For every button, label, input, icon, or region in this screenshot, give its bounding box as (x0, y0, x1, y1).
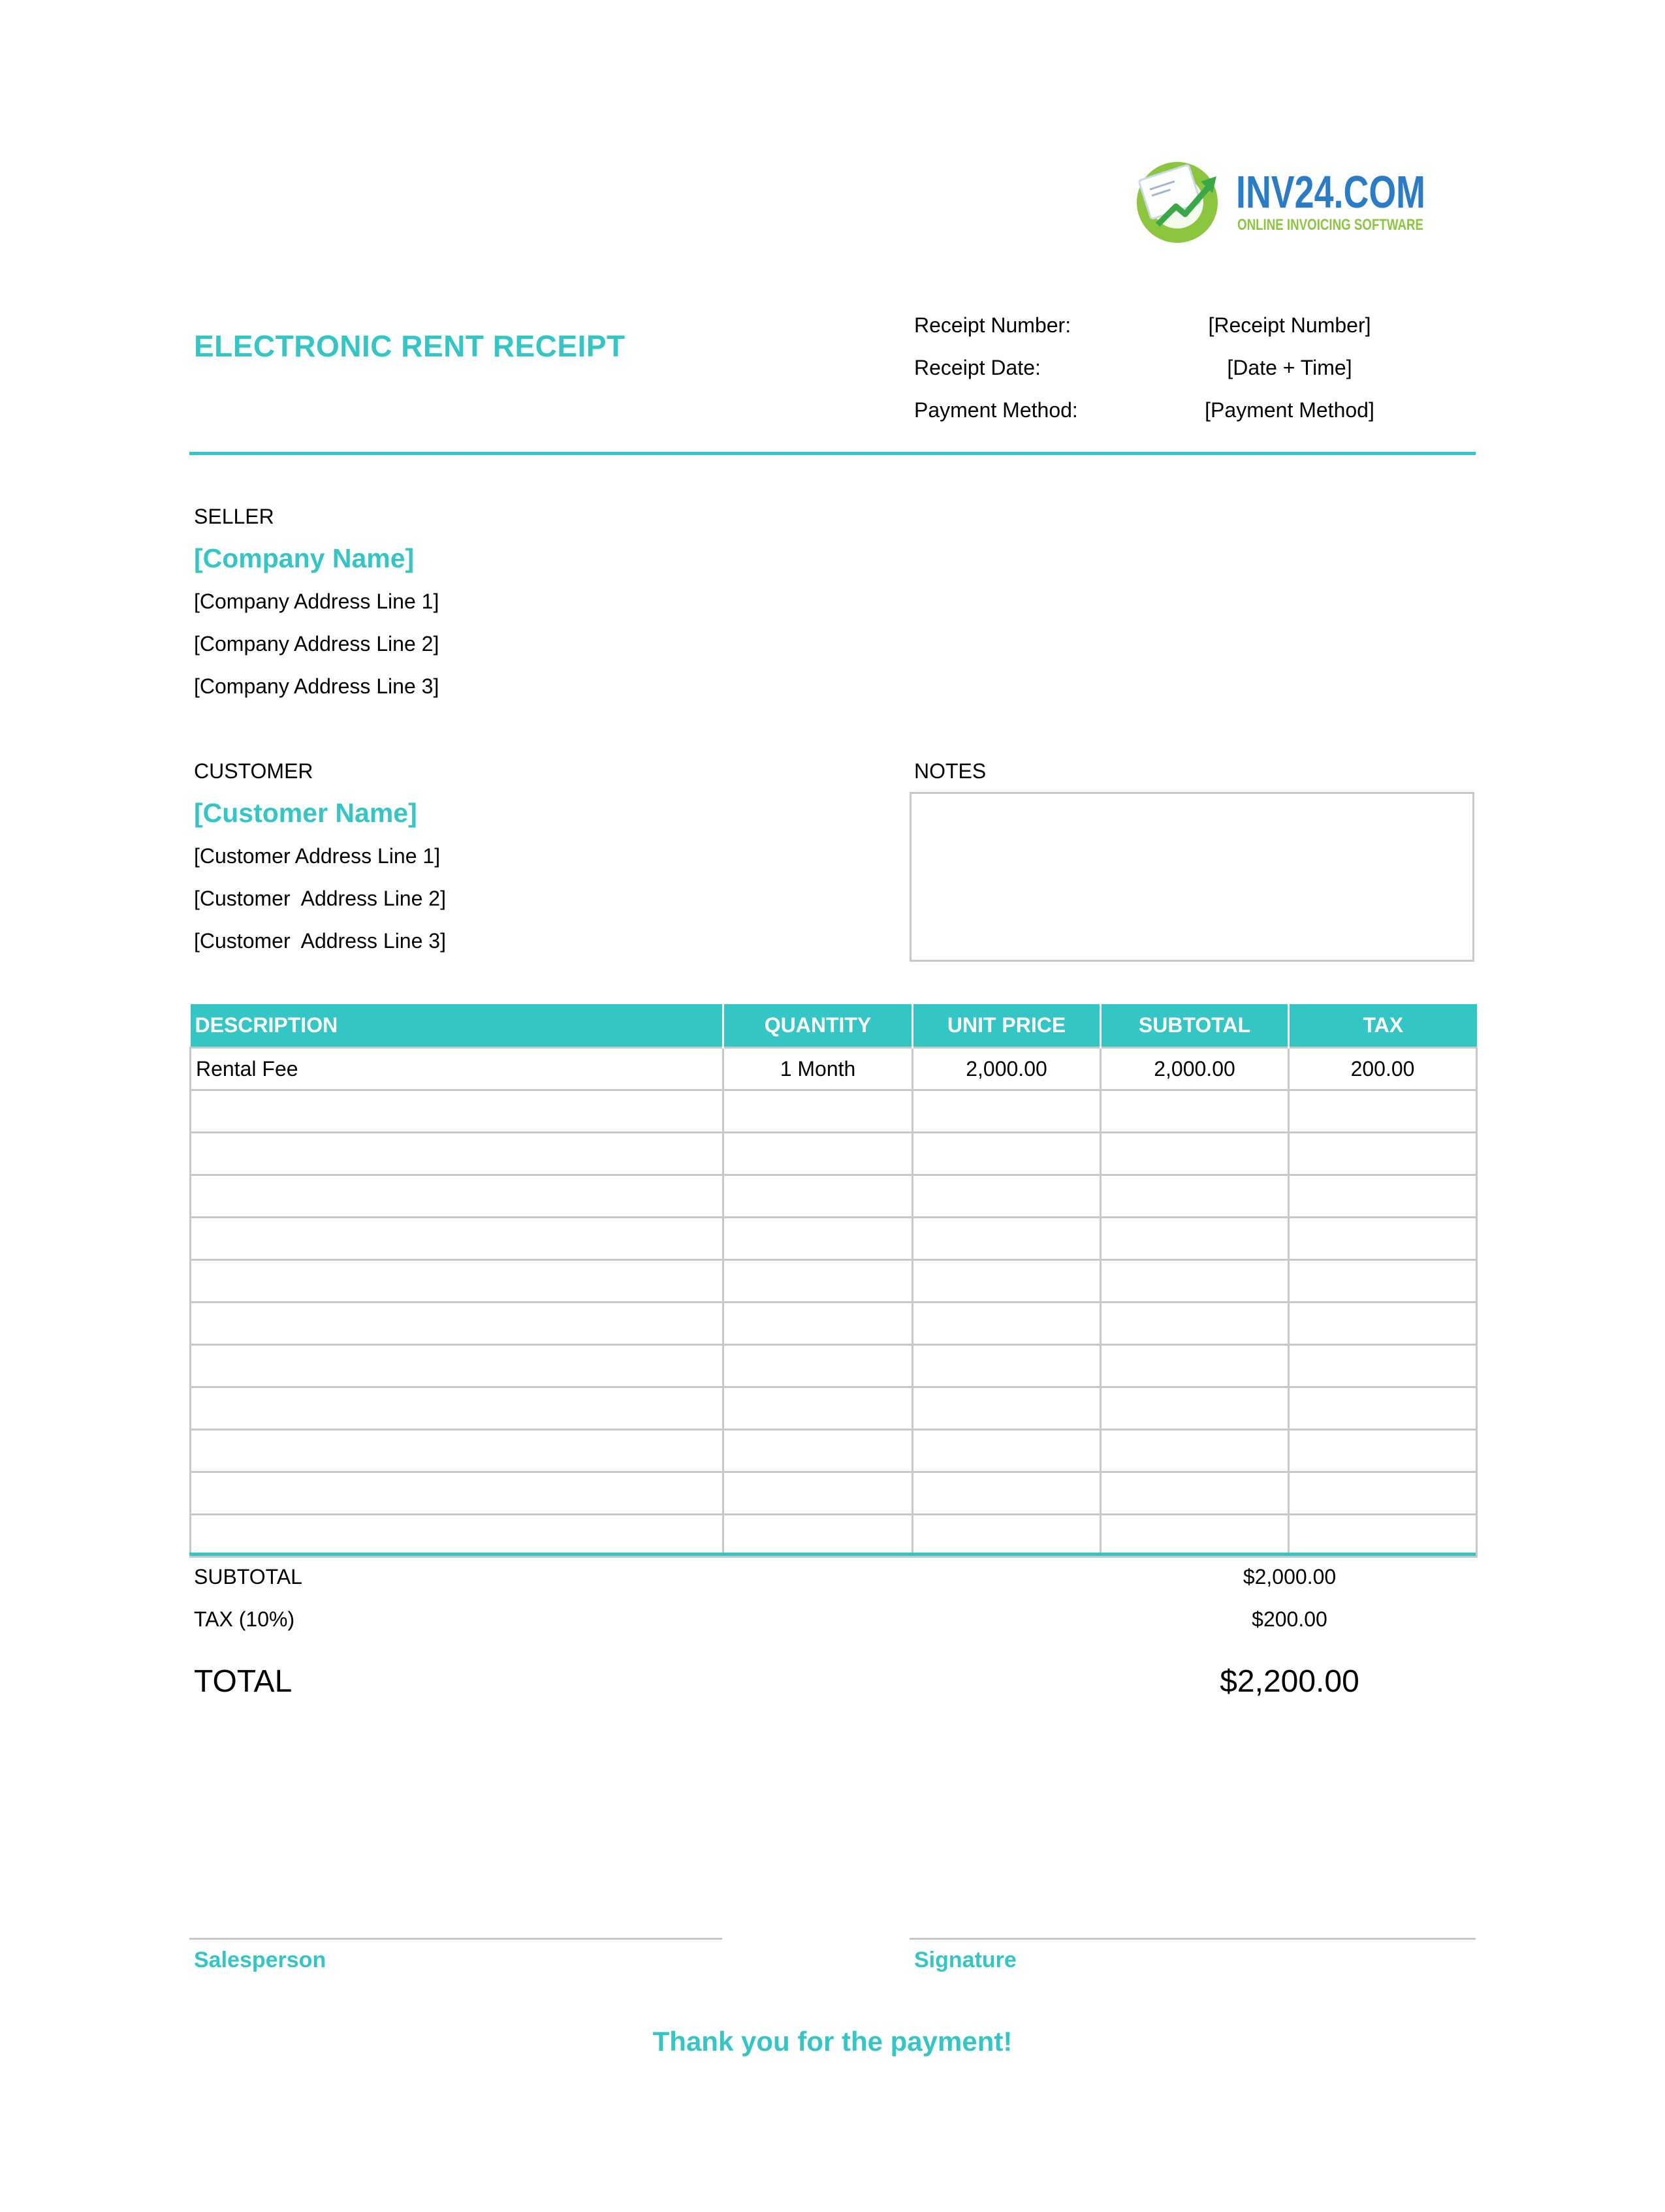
cell-description (191, 1175, 723, 1218)
table-row (191, 1218, 1477, 1260)
cell-quantity (723, 1472, 913, 1515)
logo-tagline: ONLINE INVOICING SOFTWARE (1237, 216, 1423, 234)
subtotal-value: $2,000.00 (1243, 1565, 1337, 1588)
table-row (191, 1048, 1477, 1090)
notes-text (912, 794, 1472, 804)
cell-quantity (723, 1218, 913, 1260)
cell-quantity (723, 1345, 913, 1387)
table-row (191, 1090, 1477, 1133)
seller-address-line-3: [Company Address Line 3] (194, 674, 439, 698)
cell-quantity (723, 1090, 913, 1133)
column-header-tax: TAX (1289, 1004, 1477, 1048)
cell-tax (1289, 1260, 1477, 1303)
cell-subtotal (1101, 1218, 1289, 1260)
cell-subtotal (1101, 1090, 1289, 1133)
cell-unit-price: 2,000.00 (913, 1048, 1101, 1090)
customer-address-line-3: [Customer Address Line 3] (194, 929, 446, 953)
cell-description (191, 1345, 723, 1387)
cell-quantity (723, 1260, 913, 1303)
total-value: $2,200.00 (1220, 1664, 1359, 1699)
cell-description (191, 1387, 723, 1430)
cell-description (191, 1218, 723, 1260)
cell-unit-price (913, 1175, 1101, 1218)
cell-description (191, 1090, 723, 1133)
seller-heading: SELLER (194, 505, 274, 528)
seller-address-line-2: [Company Address Line 2] (194, 632, 439, 656)
seller-address-line-1: [Company Address Line 1] (194, 590, 439, 613)
cell-unit-price (913, 1303, 1101, 1345)
customer-address-line-1: [Customer Address Line 1] (194, 844, 441, 868)
receipt-number-value: [Receipt Number] (1208, 313, 1371, 337)
cell-unit-price (913, 1515, 1101, 1557)
cell-subtotal (1101, 1303, 1289, 1345)
cell-description (191, 1515, 723, 1557)
total-label: TOTAL (194, 1664, 293, 1699)
table-row (191, 1133, 1477, 1175)
cell-subtotal (1101, 1175, 1289, 1218)
logo-graphic (1133, 157, 1433, 248)
header-divider (189, 452, 1476, 455)
cell-subtotal (1101, 1430, 1289, 1472)
cell-tax (1289, 1430, 1477, 1472)
cell-description (191, 1472, 723, 1515)
cell-unit-price (913, 1260, 1101, 1303)
tax-label: TAX (10%) (194, 1607, 295, 1631)
salesperson-signature-line (189, 1938, 722, 1940)
cell-subtotal (1101, 1260, 1289, 1303)
cell-subtotal (1101, 1515, 1289, 1557)
column-header-subtotal: SUBTOTAL (1101, 1004, 1289, 1048)
receipt-date-value: [Date + Time] (1227, 356, 1352, 379)
table-body (191, 1048, 1477, 1557)
cell-subtotal (1101, 1133, 1289, 1175)
column-header-unit-price: UNIT PRICE (913, 1004, 1101, 1048)
table-row (191, 1260, 1477, 1303)
cell-quantity (723, 1175, 913, 1218)
receipt-date-label: Receipt Date: (914, 356, 1041, 379)
cell-unit-price (913, 1430, 1101, 1472)
cell-description (191, 1303, 723, 1345)
customer-address-line-2: [Customer Address Line 2] (194, 887, 446, 910)
cell-tax (1289, 1175, 1477, 1218)
payment-method-value: [Payment Method] (1205, 398, 1374, 422)
logo (1133, 157, 1433, 248)
cell-tax (1289, 1303, 1477, 1345)
table-row (191, 1303, 1477, 1345)
table-row (191, 1515, 1477, 1557)
cell-quantity (723, 1303, 913, 1345)
column-header-description: DESCRIPTION (191, 1004, 723, 1048)
cell-quantity (723, 1515, 913, 1557)
cell-tax (1289, 1472, 1477, 1515)
table-row (191, 1472, 1477, 1515)
tax-value: $200.00 (1252, 1607, 1327, 1631)
seller-name: [Company Name] (194, 543, 415, 573)
table-row (191, 1345, 1477, 1387)
table-row (191, 1387, 1477, 1430)
signature-line (910, 1938, 1476, 1940)
table-row (191, 1175, 1477, 1218)
cell-tax (1289, 1133, 1477, 1175)
table-row (191, 1430, 1477, 1472)
payment-method-label: Payment Method: (914, 398, 1078, 422)
cell-tax (1289, 1515, 1477, 1557)
thank-you-message: Thank you for the payment! (652, 2026, 1013, 2057)
receipt-number-label: Receipt Number: (914, 313, 1071, 337)
cell-unit-price (913, 1345, 1101, 1387)
cell-unit-price (913, 1090, 1101, 1133)
cell-tax (1289, 1090, 1477, 1133)
table-bottom-divider (189, 1553, 1476, 1556)
cell-tax: 200.00 (1289, 1048, 1477, 1090)
cell-quantity (723, 1133, 913, 1175)
cell-quantity (723, 1387, 913, 1430)
signature-label: Signature (914, 1948, 1017, 1972)
items-table (189, 1004, 1478, 1558)
salesperson-label: Salesperson (194, 1948, 326, 1972)
column-header-quantity: QUANTITY (723, 1004, 913, 1048)
cell-unit-price (913, 1387, 1101, 1430)
cell-subtotal (1101, 1345, 1289, 1387)
cell-description (191, 1260, 723, 1303)
cell-description (191, 1430, 723, 1472)
cell-subtotal (1101, 1387, 1289, 1430)
cell-unit-price (913, 1133, 1101, 1175)
cell-tax (1289, 1345, 1477, 1387)
subtotal-label: SUBTOTAL (194, 1565, 302, 1588)
customer-heading: CUSTOMER (194, 759, 313, 783)
cell-subtotal: 2,000.00 (1101, 1048, 1289, 1090)
cell-quantity: 1 Month (723, 1048, 913, 1090)
cell-tax (1289, 1387, 1477, 1430)
cell-quantity (723, 1430, 913, 1472)
table-header-row (191, 1004, 1477, 1048)
cell-description: Rental Fee (191, 1048, 723, 1090)
notes-heading: NOTES (914, 759, 987, 783)
cell-description (191, 1133, 723, 1175)
notes-box[interactable] (910, 792, 1474, 962)
logo-brand: INV24.COM (1236, 166, 1425, 217)
cell-tax (1289, 1218, 1477, 1260)
cell-unit-price (913, 1472, 1101, 1515)
cell-unit-price (913, 1218, 1101, 1260)
document-title: ELECTRONIC RENT RECEIPT (194, 329, 626, 363)
cell-subtotal (1101, 1472, 1289, 1515)
customer-name: [Customer Name] (194, 798, 417, 828)
